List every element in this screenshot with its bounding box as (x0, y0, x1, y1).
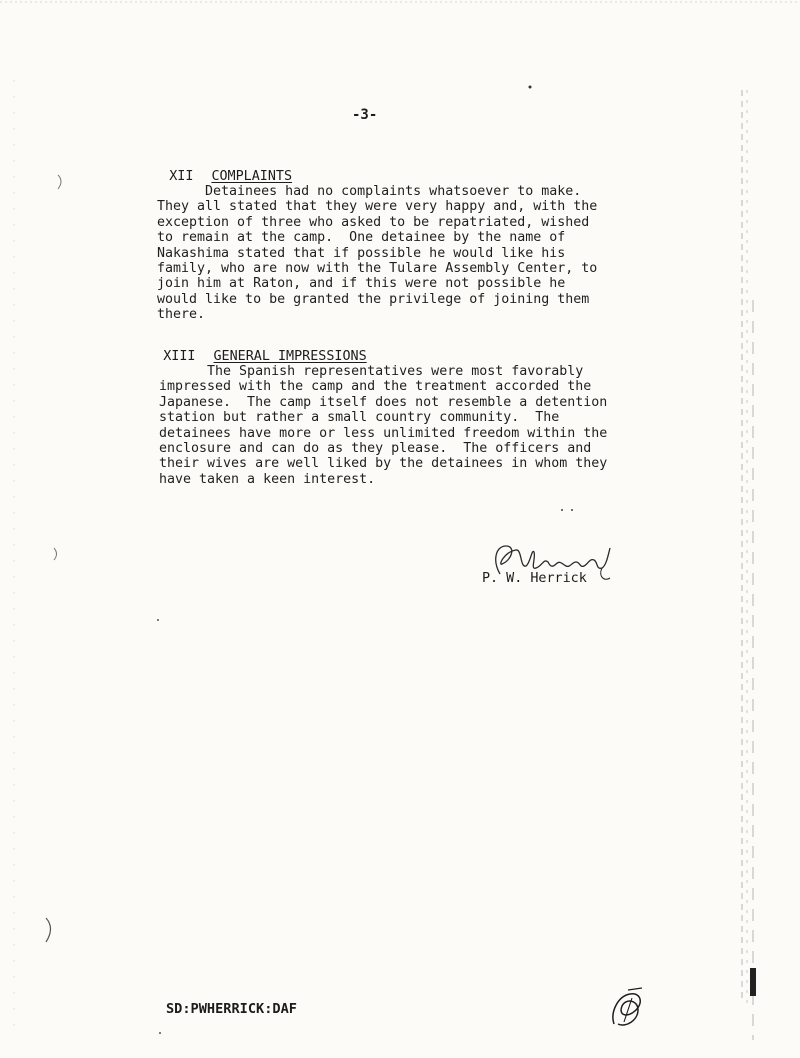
paragraph-line: join him at Raton, and if this were not possible he (157, 276, 566, 292)
section-number: XIII (163, 349, 196, 364)
paragraph-line: would like to be granted the privilege of joining them (157, 291, 590, 307)
paragraph-line: impressed with the camp and the treatment accorded the (159, 379, 592, 395)
section-title: COMPLAINTS (211, 169, 293, 184)
paragraph-line: The Spanish representatives were most favorably (159, 364, 584, 379)
paragraph-line: Detainees had no complaints whatsoever to make. (157, 184, 582, 199)
paragraph-line: their wives are well liked by the detainees in whom they (159, 456, 608, 472)
paragraph-line: to remain at the camp. One detainee by the name of (157, 230, 566, 246)
paragraph-line: enclosure and can do as they please. The officers and (159, 441, 592, 457)
paragraph-line: station but rather a small country community. The (159, 410, 560, 426)
complaints-paragraph (157, 184, 597, 323)
paragraph-line: detainees have more or less unlimited freedom within the (159, 425, 608, 441)
paragraph-line: Japanese. The camp itself does not resemble a detention (159, 394, 608, 410)
reference-initials: SD:PWHERRICK:DAF (166, 1001, 297, 1017)
signer-typed-name: P. W. Herrick (482, 571, 587, 586)
paragraph-line: exception of three who asked to be repatriated, wished (157, 214, 590, 230)
section-number: XII (169, 169, 194, 184)
paragraph-line: have taken a keen interest. (159, 471, 376, 487)
paragraph-line: They all stated that they were very happy and, with the (157, 199, 598, 215)
paragraph-line: family, who are now with the Tulare Assembly Center, to (157, 261, 598, 277)
handwritten-initial-mark (608, 984, 648, 1030)
page-number: -3- (352, 107, 378, 123)
paragraph-line: Nakashima stated that if possible he would like his (157, 245, 566, 261)
general-impressions-paragraph (159, 364, 607, 487)
section-title: GENERAL IMPRESSIONS (213, 349, 367, 364)
paragraph-line: there. (157, 307, 206, 323)
